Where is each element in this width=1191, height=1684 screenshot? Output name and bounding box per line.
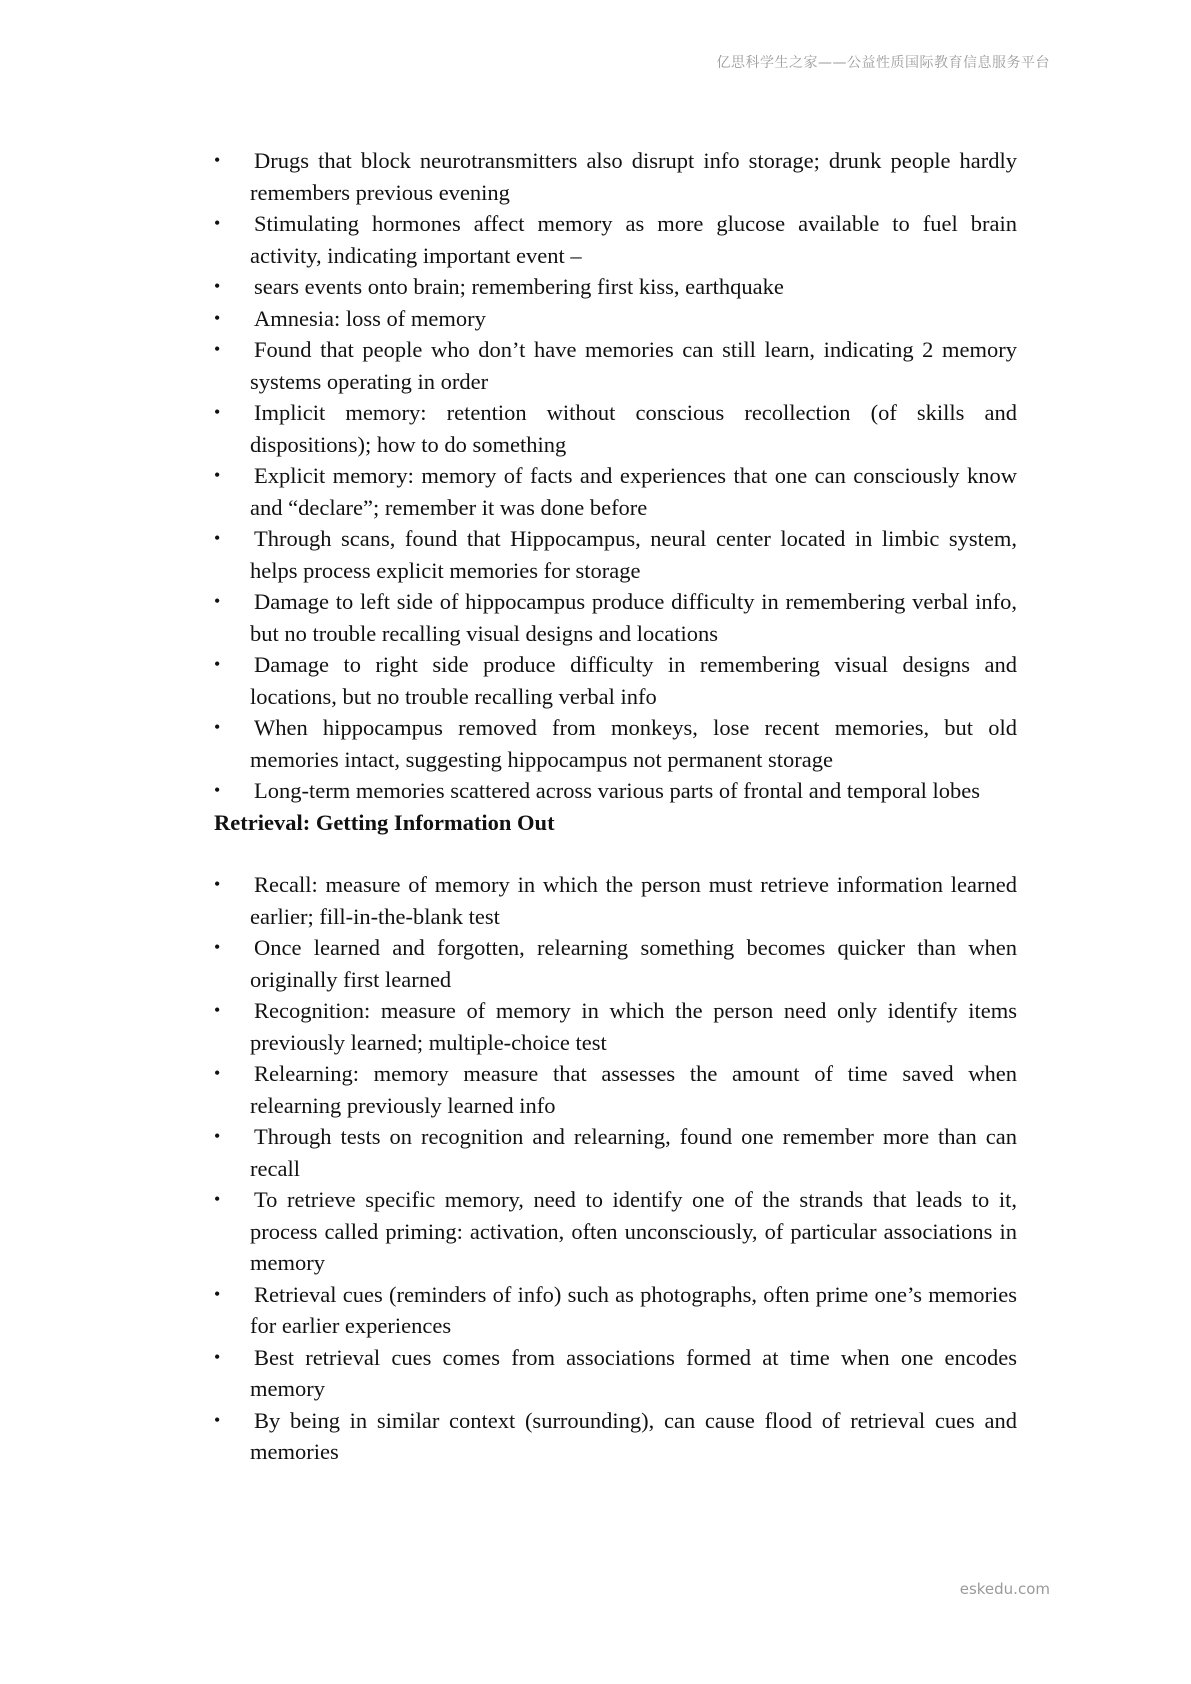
list-item-text: Relearning: memory measure that assesses the amount of time saved when relearning previously learned info	[250, 1061, 1017, 1118]
bullet-icon: •	[214, 1126, 221, 1146]
list-item	[214, 1121, 1017, 1184]
bullet-icon: •	[214, 1000, 221, 1020]
bullet-icon: •	[214, 654, 221, 674]
page-header-site-title: 亿思科学生之家——公益性质国际教育信息服务平台	[716, 55, 1050, 71]
bullet-icon: •	[214, 780, 221, 800]
list-item-text: Explicit memory: memory of facts and experiences that one can consciously know and “declare”; remember it was done before	[250, 463, 1017, 520]
list-item-text: sears events onto brain; remembering first kiss, earthquake	[254, 274, 784, 299]
list-item	[214, 1058, 1017, 1121]
list-item-text: Once learned and forgotten, relearning something becomes quicker than when originally first learned	[250, 935, 1017, 992]
list-item-text: Recall: measure of memory in which the person must retrieve information learned earlier; fill-in-the-blank test	[250, 872, 1017, 929]
list-item-text: When hippocampus removed from monkeys, lose recent memories, but old memories intact, suggesting hippocampus not permanent storage	[250, 715, 1017, 772]
bullet-icon: •	[214, 937, 221, 957]
list-item	[214, 586, 1017, 649]
bullet-icon: •	[214, 276, 221, 296]
list-item	[214, 460, 1017, 523]
list-item	[214, 271, 1017, 303]
list-item	[214, 523, 1017, 586]
list-item-text: Stimulating hormones affect memory as more glucose available to fuel brain activity, indicating important event –	[250, 211, 1017, 268]
list-item	[214, 775, 1017, 807]
bullet-list-retrieval	[214, 869, 1017, 1468]
list-item-text: Damage to left side of hippocampus produce difficulty in remembering verbal info, but no trouble recalling visual designs and locations	[250, 589, 1017, 646]
bullet-icon: •	[214, 150, 221, 170]
bullet-icon: •	[214, 591, 221, 611]
section-heading: Retrieval: Getting Information Out	[214, 809, 555, 835]
list-item-text: Long-term memories scattered across various parts of frontal and temporal lobes	[254, 778, 981, 803]
bullet-icon: •	[214, 339, 221, 359]
list-item-text: Through tests on recognition and relearning, found one remember more than can recall	[250, 1124, 1017, 1181]
bullet-icon: •	[214, 528, 221, 548]
bullet-icon: •	[214, 465, 221, 485]
list-item	[214, 303, 1017, 335]
list-item	[214, 995, 1017, 1058]
list-item	[214, 869, 1017, 932]
list-item	[214, 712, 1017, 775]
bullet-icon: •	[214, 402, 221, 422]
page-footer-site-url: eskedu.com	[959, 1580, 1050, 1598]
list-item	[214, 334, 1017, 397]
list-item-text: Recognition: measure of memory in which the person need only identify items previously learned; multiple-choice test	[250, 998, 1017, 1055]
bullet-icon: •	[214, 1409, 221, 1430]
bullet-icon: •	[214, 1189, 221, 1209]
list-item-text: Drugs that block neurotransmitters also disrupt info storage; drunk people hardly remembers previous evening	[250, 148, 1017, 205]
list-item	[214, 397, 1017, 460]
list-item-text: Best retrieval cues comes from associations formed at time when one encodes memory	[250, 1344, 1017, 1401]
document-body	[214, 145, 1017, 1468]
list-item	[214, 932, 1017, 995]
list-item	[214, 1279, 1017, 1342]
bullet-icon: •	[214, 874, 221, 894]
bullet-icon: •	[214, 1346, 221, 1367]
list-item-text: By being in similar context (surrounding), can cause flood of retrieval cues and memories	[250, 1407, 1017, 1464]
list-item	[214, 145, 1017, 208]
list-item-text: Amnesia: loss of memory	[254, 305, 486, 331]
list-item-text: Through scans, found that Hippocampus, neural center located in limbic system, helps process explicit memories for storage	[250, 526, 1017, 583]
list-item-text: Implicit memory: retention without conscious recollection (of skills and dispositions); how to do something	[250, 400, 1017, 457]
bullet-list-storage	[214, 145, 1017, 807]
list-item-text: Found that people who don’t have memories can still learn, indicating 2 memory systems operating in order	[250, 337, 1017, 394]
bullet-icon: •	[214, 717, 221, 737]
list-item-text: To retrieve specific memory, need to identify one of the strands that leads to it, process called priming: activation, often unconsciously, of particular associations in memory	[250, 1187, 1017, 1275]
list-item	[214, 1184, 1017, 1279]
bullet-icon: •	[214, 307, 221, 328]
list-item	[214, 208, 1017, 271]
list-item	[214, 1342, 1017, 1405]
bullet-icon: •	[214, 1063, 221, 1083]
list-item	[214, 1405, 1017, 1468]
list-item	[214, 649, 1017, 712]
list-item-text: Retrieval cues (reminders of info) such as photographs, often prime one’s memories for earlier experiences	[250, 1281, 1017, 1338]
bullet-icon: •	[214, 213, 221, 233]
bullet-icon: •	[214, 1283, 221, 1304]
list-item-text: Damage to right side produce difficulty in remembering visual designs and locations, but no trouble recalling verbal info	[250, 652, 1017, 709]
